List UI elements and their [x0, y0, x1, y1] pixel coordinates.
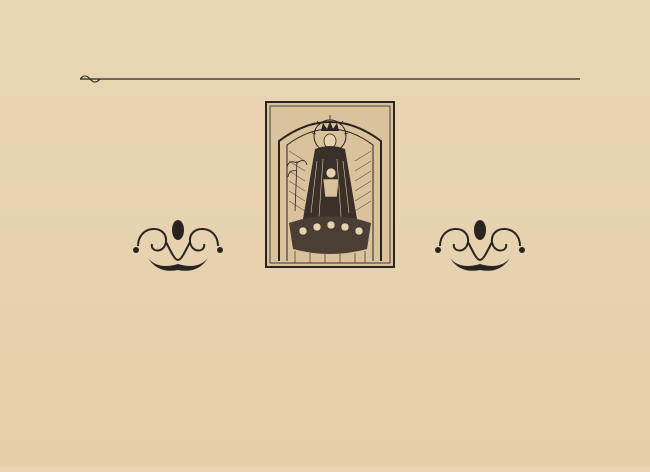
- ornamental-border-top: [80, 72, 580, 86]
- title-left-block: [100, 103, 260, 114]
- virgin-woodcut-icon: [265, 101, 395, 268]
- column-divider-2: [413, 305, 419, 465]
- ornamental-border-right: [566, 72, 580, 472]
- column-divider-1: [255, 305, 261, 465]
- title-right-block: [400, 103, 560, 114]
- flourish-ornament-left-icon: [128, 216, 228, 274]
- ornamental-border-left: [80, 72, 94, 472]
- flourish-ornament-right-icon: [430, 216, 530, 274]
